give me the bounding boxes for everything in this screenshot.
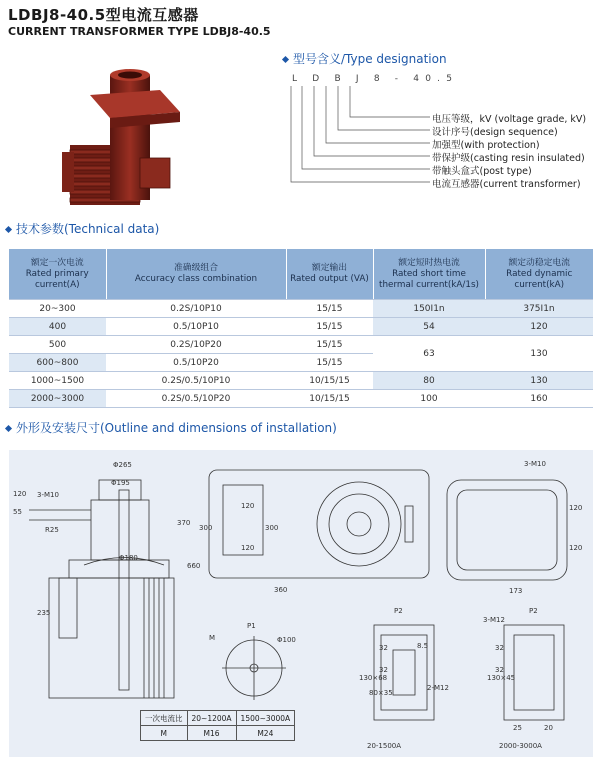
dim-label: 120: [241, 502, 255, 510]
dim-label: Φ265: [113, 461, 132, 469]
dim-label: 300: [265, 524, 279, 532]
cell-output: 10/15/15: [286, 390, 373, 408]
dim-label: 120: [241, 544, 255, 552]
designation-line: 设计序号(design sequence): [432, 127, 558, 138]
cell-output: 15/15: [286, 354, 373, 372]
dim-label: 3-M10: [524, 460, 546, 468]
technical-data-table: [9, 249, 593, 408]
dim-label: 32: [379, 666, 388, 674]
diamond-bullet-icon: [282, 56, 289, 63]
legend-cell: M24: [236, 726, 295, 741]
dim-label: 120: [569, 504, 583, 512]
cell-dynamic: 375I1n: [485, 300, 593, 318]
dim-label: P2: [529, 607, 538, 615]
dim-label: 120: [569, 544, 583, 552]
dim-label: 80×35: [369, 689, 393, 697]
cell-accuracy: 0.2S/10P10: [106, 300, 286, 318]
dim-label: Φ180: [119, 554, 138, 562]
outline-drawing: [9, 450, 593, 757]
cell-thermal: 63: [373, 336, 485, 372]
diamond-bullet-icon: [5, 226, 12, 233]
cell-accuracy: 0.5/10P20: [106, 354, 286, 372]
cell-accuracy: 0.5/10P10: [106, 318, 286, 336]
cell-thermal: 150I1n: [373, 300, 485, 318]
cell-primary: 400: [9, 318, 106, 336]
header-accuracy-class: 准确级组合 Accuracy class combination: [106, 249, 286, 300]
section-outline: 外形及安装尺寸(Outline and dimensions of installation): [6, 419, 337, 436]
cell-dynamic: 130: [485, 372, 593, 390]
cell-output: 15/15: [286, 336, 373, 354]
dim-label: 370: [177, 519, 191, 527]
legend-cell: 1500~3000A: [236, 711, 295, 726]
cell-output: 15/15: [286, 300, 373, 318]
thread-size-table: [140, 710, 295, 741]
dim-label: 660: [187, 562, 201, 570]
dim-label: R25: [45, 526, 59, 534]
diamond-bullet-icon: [5, 425, 12, 432]
cell-dynamic: 160: [485, 390, 593, 408]
dim-label: 8.5: [417, 642, 429, 650]
cell-dynamic: 120: [485, 318, 593, 336]
header-rated-output: 额定输出 Rated output (VA): [286, 249, 373, 300]
dim-label: 20: [544, 724, 553, 732]
cell-thermal: 100: [373, 390, 485, 408]
dim-label: 32: [495, 666, 504, 674]
section-type-designation: 型号含义/Type designation: [283, 50, 447, 67]
dim-label: 3-M12: [483, 616, 505, 624]
cell-primary: 1000~1500: [9, 372, 106, 390]
dim-label: 235: [37, 609, 51, 617]
designation-line: 加强型(with protection): [432, 140, 540, 151]
page-subtitle: CURRENT TRANSFORMER TYPE LDBJ8-40.5: [8, 25, 271, 38]
cell-thermal: 80: [373, 372, 485, 390]
cell-accuracy: 0.2S/0.5/10P20: [106, 390, 286, 408]
section-technical-data: 技术参数(Technical data): [6, 220, 159, 237]
product-photo: [40, 50, 190, 215]
dim-label: 360: [274, 586, 288, 594]
designation-line: 电流互感器(current transformer): [432, 179, 581, 190]
dim-label: 32: [379, 644, 388, 652]
dim-label: 20-1500A: [367, 742, 402, 750]
cell-output: 10/15/15: [286, 372, 373, 390]
legend-cell: 20~1200A: [187, 711, 236, 726]
cell-accuracy: 0.2S/10P20: [106, 336, 286, 354]
header-primary-current: 额定一次电流 Rated primary current(A): [9, 249, 106, 300]
cell-output: 15/15: [286, 318, 373, 336]
dim-label: 25: [513, 724, 522, 732]
dim-label: 55: [13, 508, 22, 516]
cell-thermal: 54: [373, 318, 485, 336]
dim-label: 2-M12: [427, 684, 449, 692]
dim-label: Φ195: [111, 479, 130, 487]
cell-primary: 2000~3000: [9, 390, 106, 408]
dim-label: P1: [247, 622, 256, 630]
designation-line: 带保护级(casting resin insulated): [432, 153, 585, 164]
dim-label: 3-M10: [37, 491, 59, 499]
cell-accuracy: 0.2S/0.5/10P10: [106, 372, 286, 390]
dim-label: 173: [509, 587, 523, 595]
cell-primary: 20~300: [9, 300, 106, 318]
cell-dynamic: 130: [485, 336, 593, 372]
dim-label: 32: [495, 644, 504, 652]
dim-label: 2000-3000A: [499, 742, 542, 750]
dim-label: 130×45: [487, 674, 516, 682]
legend-cell: M: [141, 726, 188, 741]
legend-cell: 一次电流比: [141, 711, 188, 726]
header-dynamic-current: 额定动稳定电流 Rated dynamic current(kA): [485, 249, 593, 300]
legend-cell: M16: [187, 726, 236, 741]
cell-primary: 500: [9, 336, 106, 354]
designation-code: L D B J 8 - 40.5: [292, 74, 459, 84]
page-title: LDBJ8-40.5型电流互感器: [8, 6, 199, 24]
designation-leader-lines: [288, 84, 433, 189]
dim-label: M: [209, 634, 216, 642]
designation-line: 带触头盒式(post type): [432, 166, 532, 177]
header-thermal-current: 额定短时热电流 Rated short time thermal current(kA/1s): [373, 249, 485, 300]
dim-label: 120: [13, 490, 27, 498]
dim-label: 130×68: [359, 674, 388, 682]
dim-label: Φ100: [277, 636, 296, 644]
designation-line: 电压等级，kV (voltage grade, kV): [432, 114, 587, 125]
dim-label: P2: [394, 607, 403, 615]
dim-label: 300: [199, 524, 213, 532]
cell-primary: 600~800: [9, 354, 106, 372]
